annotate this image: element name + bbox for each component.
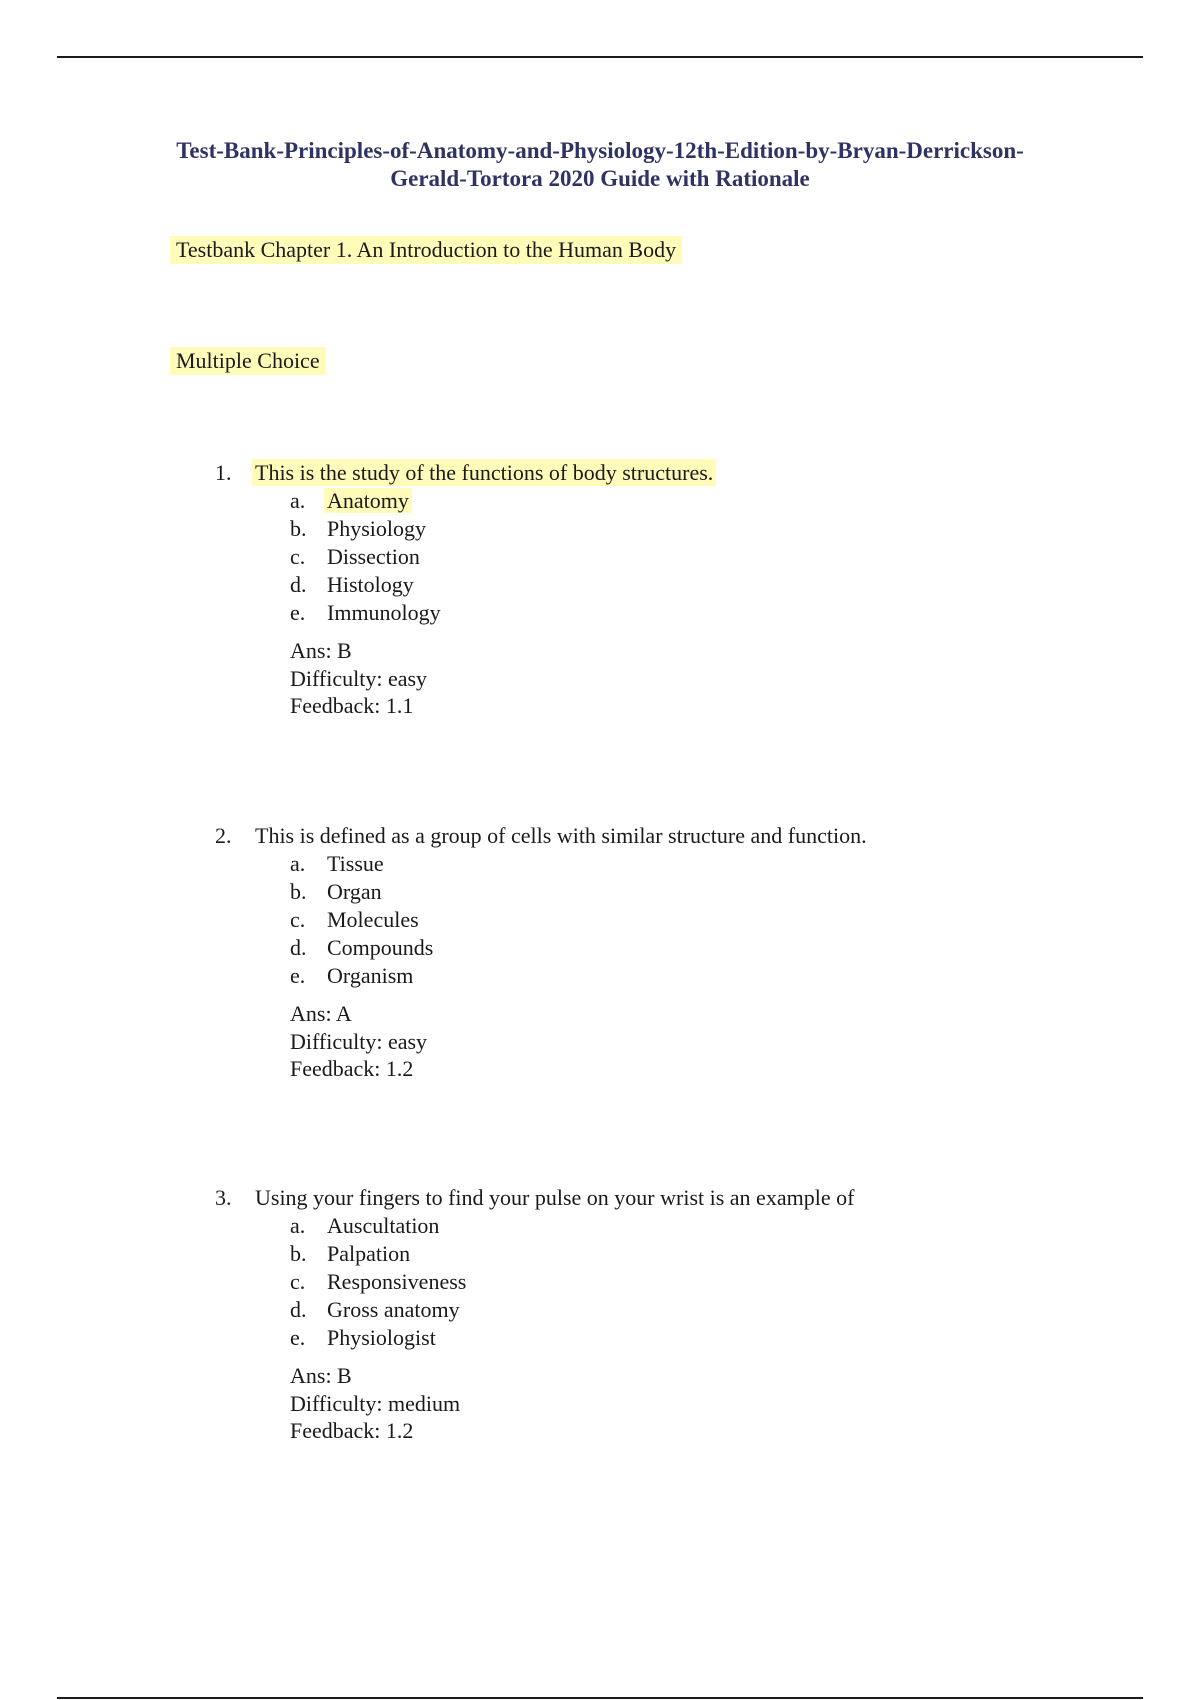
option-letter: c. [290,907,306,932]
title-line-1: Test-Bank-Principles-of-Anatomy-and-Physiology-12th-Edition-by-Bryan-Derrickson- [176,138,1024,163]
answer-key: Ans: B [290,1363,352,1388]
option-letter: d. [290,935,307,960]
question-text: Using your fingers to find your pulse on your wrist is an example of [255,1185,855,1210]
option-text: Responsiveness [327,1269,467,1294]
option-e [290,1324,469,1352]
option-letter: c. [290,544,306,569]
bottom-rule [57,1697,1143,1699]
question-text: This is the study of the functions of body structures. [252,459,716,486]
option-text: Organ [327,879,382,904]
option-text: Anatomy [324,488,412,513]
difficulty: Difficulty: easy [290,665,428,691]
option-letter: e. [290,600,306,625]
answer-meta [290,1362,460,1445]
question-stem [215,822,870,850]
option-text: Histology [327,572,414,597]
option-d [290,934,436,962]
difficulty: Difficulty: easy [290,1028,428,1054]
option-c [290,906,436,934]
option-text: Molecules [327,907,419,932]
answer-key: Ans: B [290,638,352,663]
option-letter: b. [290,516,307,541]
title-line-2: Gerald-Tortora 2020 Guide with Rationale [390,166,810,191]
option-text: Compounds [327,935,434,960]
option-letter: d. [290,572,307,597]
option-e [290,962,436,990]
option-letter: e. [290,963,306,988]
option-letter: a. [290,851,306,876]
option-letter: e. [290,1325,306,1350]
option-text: Immunology [327,600,441,625]
question-text: This is defined as a group of cells with similar structure and function. [255,823,867,848]
question-number: 1. [215,460,232,485]
option-text: Dissection [327,544,420,569]
option-letter: b. [290,879,307,904]
answer-meta [290,637,427,720]
feedback: Feedback: 1.1 [290,693,414,718]
feedback: Feedback: 1.2 [290,1056,414,1081]
option-e [290,599,444,627]
option-b [290,1240,469,1268]
answer-options [290,850,436,990]
option-letter: c. [290,1269,306,1294]
difficulty: Difficulty: medium [290,1390,461,1416]
feedback: Feedback: 1.2 [290,1418,414,1443]
option-d [290,1296,469,1324]
option-text: Auscultation [327,1213,440,1238]
option-b [290,878,436,906]
option-letter: d. [290,1297,307,1322]
option-text: Palpation [327,1241,411,1266]
option-text: Tissue [327,851,384,876]
question-stem [215,459,716,487]
chapter-heading: Testbank Chapter 1. An Introduction to the Human Body [170,236,682,264]
answer-options [290,487,444,627]
option-a [290,850,436,878]
option-letter: a. [290,1213,306,1238]
option-text: Physiology [327,516,427,541]
option-letter: b. [290,1241,307,1266]
top-rule [57,56,1143,58]
option-letter: a. [290,488,306,513]
option-text: Physiologist [327,1325,436,1350]
answer-key: Ans: A [290,1001,352,1026]
question-number: 2. [215,823,232,848]
question-number: 3. [215,1185,232,1210]
option-d [290,571,444,599]
option-b [290,515,444,543]
option-text: Gross anatomy [327,1297,460,1322]
option-c [290,1268,469,1296]
section-heading: Multiple Choice [170,347,326,375]
answer-meta [290,1000,427,1083]
option-c [290,543,444,571]
question-stem [215,1184,857,1212]
option-a [290,1212,469,1240]
option-text: Organism [327,963,414,988]
option-a [290,487,444,515]
answer-options [290,1212,469,1352]
document-title [120,137,1080,193]
